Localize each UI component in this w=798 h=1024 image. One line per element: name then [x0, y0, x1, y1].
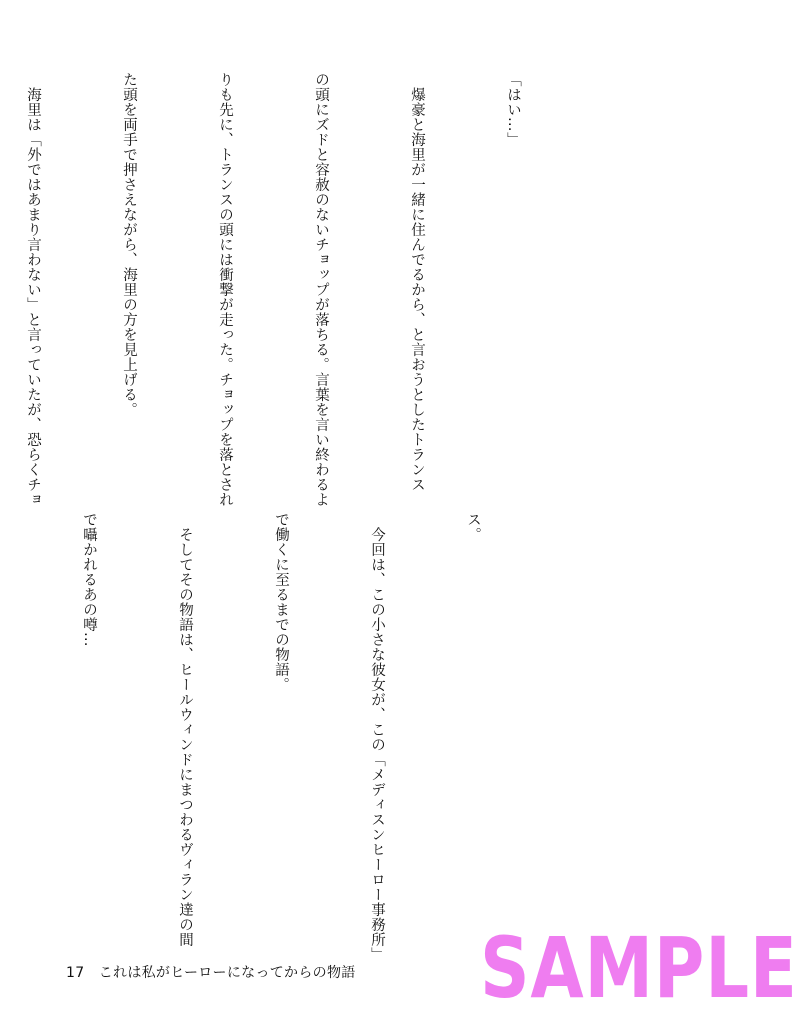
text-line: 今回は、この小さな彼女が、この「メディスンヒーロー事務所」 — [369, 512, 385, 962]
text-line: ス。 — [465, 512, 481, 542]
lower-text-block — [0, 512, 553, 962]
text-line: 爆豪と海里が一緒に住んでるから、と言おうとしたトランス — [409, 72, 425, 492]
text-line: りも先に、トランスの頭には衝撃が走った。チョップを落とされ — [217, 72, 233, 507]
text-line: た頭を両手で押さえながら、海里の方を見上げる。 — [121, 72, 137, 417]
blank-line — [0, 512, 9, 912]
sample-watermark: SAMPLE — [480, 919, 798, 1017]
text-line: 海里は「外ではあまり言わない」と言っていたが、恐らくチョ — [25, 72, 41, 507]
text-line: 「はい…」 — [505, 72, 521, 147]
upper-text-block — [0, 72, 593, 507]
text-line: の頭にズドと容赦のないチョップが落ちる。言葉を言い終わるよ — [313, 72, 329, 507]
page-footer: 17 これは私がヒーローになってからの物語 — [66, 965, 356, 981]
text-line: そしてその物語は、ヒールウィンドにまつわるヴィラン達の間 — [177, 512, 193, 947]
text-line: で囁かれるあの噂… — [81, 512, 97, 647]
text-line: で働くに至るまでの物語。 — [273, 512, 289, 692]
